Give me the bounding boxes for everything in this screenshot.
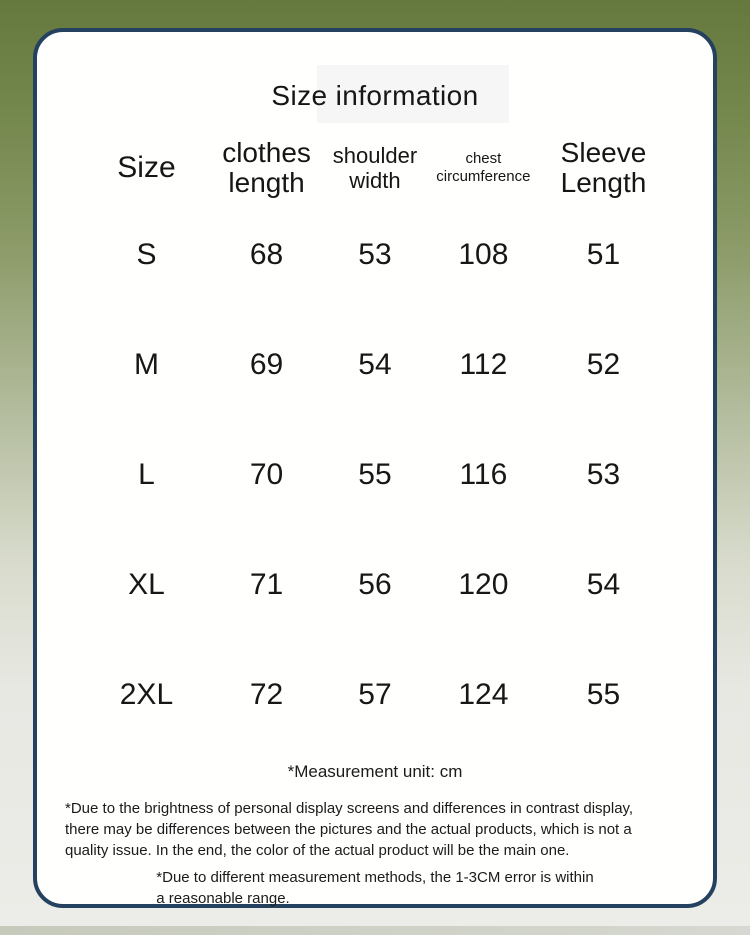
sleeve-length-value: 54	[586, 568, 621, 601]
measurement-error-note	[156, 867, 593, 909]
table-row-2xl	[37, 640, 713, 750]
size-label: 2XL	[119, 678, 174, 711]
clothes-length-value: 68	[249, 238, 284, 271]
display-disclaimer-note	[37, 798, 713, 861]
col-header-size: Size	[117, 150, 176, 184]
chest-circumference-value: 108	[458, 238, 509, 271]
col-header-sleeve-length: Sleeve Length	[560, 136, 647, 198]
clothes-length-value: 70	[249, 458, 284, 491]
size-label: S	[136, 238, 157, 271]
sleeve-length-value: 55	[586, 678, 621, 711]
col-header-shoulder-width: shoulder width	[332, 142, 418, 193]
clothes-length-value: 72	[249, 678, 284, 711]
title-section	[37, 68, 713, 124]
col-header-clothes-length: clothes length	[222, 136, 311, 198]
error-note-line: *Due to different measurement methods, the 1-3CM error is within	[156, 869, 594, 886]
clothes-length-value: 69	[249, 348, 284, 381]
chest-circumference-value: 124	[458, 678, 509, 711]
size-info-card	[33, 28, 717, 908]
disclaimer-line: there may be differences between the pictures and the actual products, which is not a	[65, 821, 632, 838]
clothes-length-value: 71	[249, 568, 284, 601]
shoulder-width-value: 56	[358, 568, 392, 601]
shoulder-width-value: 57	[358, 678, 392, 711]
shoulder-width-value: 54	[358, 348, 392, 381]
error-note-line: a reasonable range.	[156, 890, 290, 907]
sleeve-length-value: 52	[586, 348, 621, 381]
shoulder-width-value: 55	[358, 458, 392, 491]
shoulder-width-value: 53	[358, 238, 392, 271]
bottom-edge-strip	[0, 926, 750, 935]
sleeve-length-value: 53	[586, 458, 621, 491]
table-header-row	[37, 136, 713, 200]
measurement-unit-note: *Measurement unit: cm	[287, 762, 463, 781]
table-row-s	[37, 200, 713, 310]
chest-circumference-value: 116	[459, 458, 508, 491]
page-title: Size information	[271, 80, 479, 111]
size-label: L	[138, 458, 155, 491]
disclaimer-line: quality issue. In the end, the color of the actual product will be the main one.	[65, 842, 570, 859]
sleeve-length-value: 51	[586, 238, 621, 271]
table-row-l	[37, 420, 713, 530]
table-row-xl	[37, 530, 713, 640]
table-row-m	[37, 310, 713, 420]
chest-circumference-value: 112	[459, 348, 508, 381]
chest-circumference-value: 120	[458, 568, 509, 601]
size-label: XL	[128, 568, 165, 601]
col-header-chest-circumference: chest circumference	[436, 150, 531, 185]
disclaimer-line: *Due to the brightness of personal display screens and differences in contrast display,	[65, 800, 634, 817]
size-label: M	[133, 348, 159, 381]
